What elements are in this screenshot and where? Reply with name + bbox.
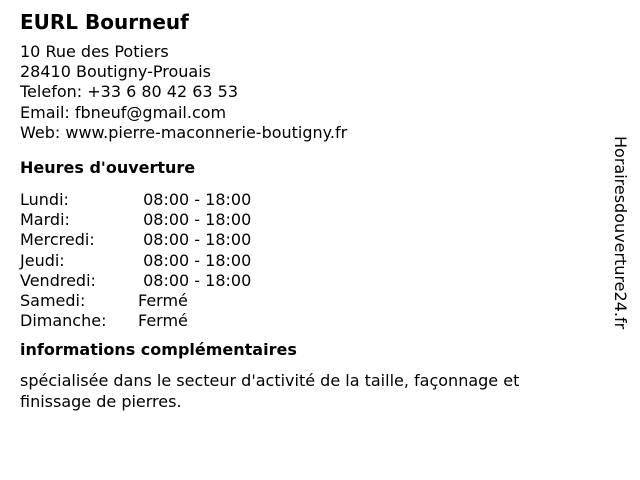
day-label: Lundi:	[20, 190, 69, 210]
hours-row-tuesday	[20, 210, 251, 230]
brand-watermark	[609, 136, 631, 376]
hours-row-friday	[20, 271, 251, 291]
hours-row-saturday	[20, 291, 251, 311]
day-label: Mercredi:	[20, 230, 95, 250]
email-address: Email: fbneuf@gmail.com	[20, 102, 227, 122]
street-address: 10 Rue des Potiers	[20, 42, 169, 61]
hours-value: Fermé	[138, 311, 188, 331]
hours-row-sunday	[20, 311, 251, 331]
contact-details	[20, 42, 590, 143]
hours-row-wednesday	[20, 230, 251, 250]
hours-value: 08:00 - 18:00	[138, 210, 252, 230]
additional-info-text: spécialisée dans le secteur d'activité de la taille, façonnage et finissage de pierres.	[20, 371, 520, 412]
hours-row-thursday	[20, 251, 251, 271]
website-address: Web: www.pierre-maconnerie-boutigny.fr	[20, 122, 348, 142]
opening-hours-table	[20, 190, 251, 331]
opening-hours-title: Heures d'ouverture	[20, 158, 196, 178]
day-label: Mardi:	[20, 210, 70, 230]
day-label: Vendredi:	[20, 270, 96, 290]
hours-value: 08:00 - 18:00	[138, 250, 252, 270]
hours-row-monday	[20, 190, 251, 210]
hours-value: 08:00 - 18:00	[138, 230, 252, 250]
additional-info-title: informations complémentaires	[20, 340, 297, 360]
hours-value: Fermé	[138, 291, 188, 311]
phone-number: Telefon: +33 6 80 42 63 53	[20, 82, 239, 102]
business-card	[20, 8, 590, 412]
day-label: Dimanche:	[20, 311, 107, 331]
day-label: Samedi:	[20, 291, 86, 311]
brand-text: Horairesdouverture24.fr	[611, 136, 630, 330]
hours-value: 08:00 - 18:00	[138, 190, 252, 210]
hours-value: 08:00 - 18:00	[138, 270, 252, 290]
business-name: EURL Bourneuf	[20, 10, 189, 34]
day-label: Jeudi:	[20, 250, 65, 270]
city-address: 28410 Boutigny-Prouais	[20, 62, 211, 82]
